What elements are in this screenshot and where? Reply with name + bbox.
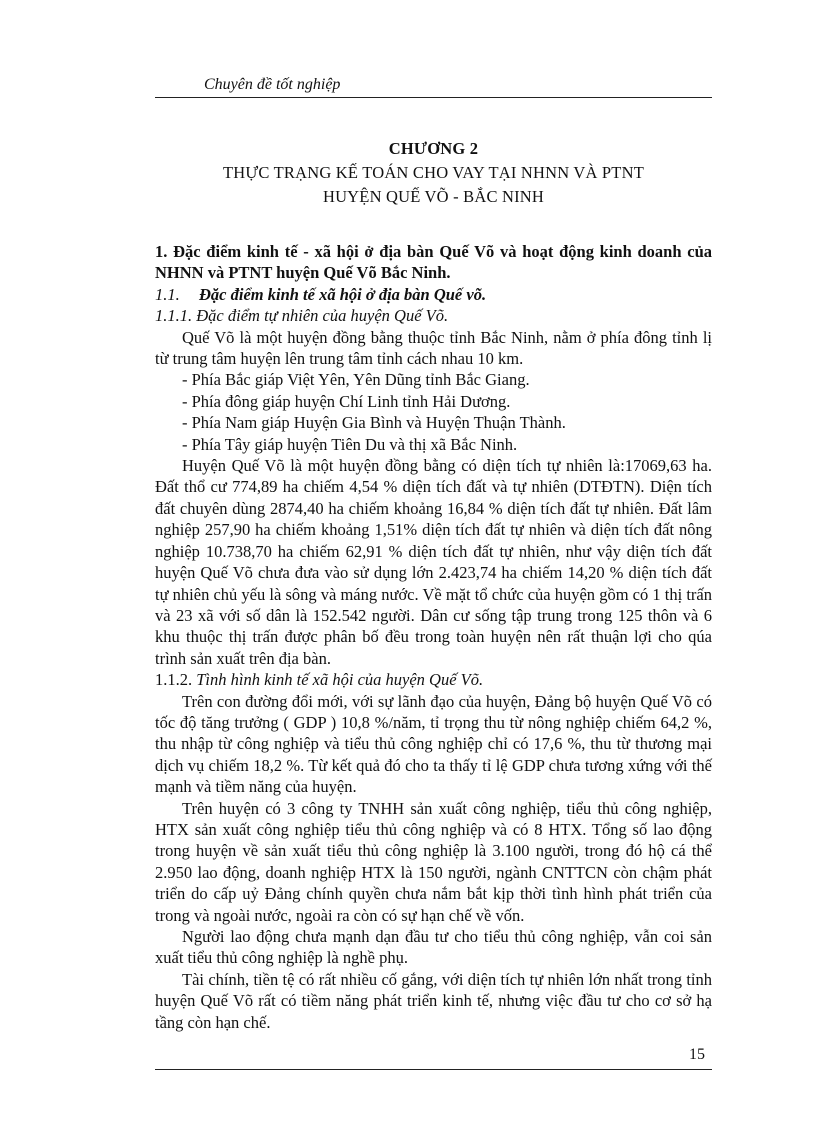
running-header: Chuyên đề tốt nghiệp — [204, 76, 341, 93]
chapter-title-block — [155, 137, 712, 209]
section-1-1-1-heading: 1.1.1. Đặc điểm tự nhiên của huyện Quế Võ. — [155, 306, 449, 326]
paragraph-6: Tài chính, tiền tệ có rất nhiều cố gắng, với diện tích tự nhiên lớn nhất trong tỉnh huyện Quế Võ rất có tiềm năng phát triển kinh tế, nhưng việc đầu tư cho cơ sở hạ tầng còn hạn chế. — [155, 969, 712, 1032]
paragraph-5: Người lao động chưa mạnh dạn đầu tư cho tiểu thủ công nghiệp, vẫn coi sản xuất tiểu thủ công nghiệp là nghề phụ. — [155, 927, 712, 968]
section-1-1-heading — [155, 284, 712, 305]
section-1-heading: 1. Đặc điểm kinh tế - xã hội ở địa bàn Quế Võ và hoạt động kinh doanh của NHNN và PTNT huyện Quế Võ Bắc Ninh. — [155, 242, 712, 283]
header-rule — [155, 97, 712, 98]
section-1-1-title: Đặc điểm kinh tế xã hội ở địa bàn Quế võ. — [199, 284, 487, 304]
body-text — [155, 241, 712, 1033]
footer-rule — [155, 1069, 712, 1070]
chapter-title-line-2: HUYỆN QUẾ VÕ - BẮC NINH — [322, 187, 545, 206]
bullet-item: - Phía đông giáp huyện Chí Linh tỉnh Hải Dương. — [182, 391, 511, 411]
page-number: 15 — [689, 1046, 705, 1063]
paragraph-2: Huyện Quế Võ là một huyện đồng bằng có diện tích tự nhiên là:17069,63 ha. Đất thổ cư 774,89 ha chiếm 4,54 % diện tích đất và tự nhiên (DTĐTN). Diện tích đất chuyên dùng 2874,40 ha chiếm khoảng 16,84 % diện tích đất tự nhiên. Đất lâm nghiệp 257,90 ha chiếm khoảng 1,51% diện tích đất tự nhiên và diện tích đất nông nghiệp 10.738,70 ha chiếm 62,91 % diện tích đất tự nhiên, như vậy diện tích đất huyện Quế Võ chưa đưa vào sử dụng lớn 2.423,74 ha chiếm 14,20 % diện tích đất tự nhiên chủ yếu là sông và máng nước. Về mặt tổ chức của huyện gồm có 1 thị trấn và 23 xã với số dân là 152.542 người. Dân cư sống tập trung trong 125 thôn và 6 khu thuộc thị trấn được phân bố đều trong toàn huyện nên rất thuận lợi cho qúa trình sản xuất trên địa bàn. — [155, 456, 712, 668]
chapter-label: CHƯƠNG 2 — [388, 139, 479, 158]
paragraph-4: Trên huyện có 3 công ty TNHH sản xuất công nghiệp, tiểu thủ công nghiệp, HTX sản xuất công nghiệp tiểu thủ công nghiệp và có 8 HTX. Tổng số lao động trong huyện về sản xuất tiểu thủ công nghiệp là 3.100 người, trong đó hộ cá thể 2.950 lao động, doanh nghiệp HTX là 150 người, ngành CNTTCN còn chậm phát triển do cấp uỷ Đảng chính quyền chưa nắm bắt kịp thời tình hình phát triển của trong và ngoài nước, ngoài ra còn có sự hạn chế về vốn. — [155, 798, 712, 925]
paragraph-3: Trên con đường đổi mới, với sự lãnh đạo của huyện, Đảng bộ huyện Quế Võ có tốc độ tăng trưởng ( GDP ) 10,8 %/năm, tỉ trọng thu từ nông nghiệp chiếm 64,2 %, thu nhập từ công nghiệp và tiểu thủ công nghiệp chỉ có 17,6 %, thu từ thương mại dịch vụ chiếm 18,2 %. Từ kết quả đó cho ta thấy tỉ lệ GDP chưa tương xứng với thế mạnh và tiềm năng của huyện. — [155, 691, 712, 797]
bullet-item: - Phía Bắc giáp Việt Yên, Yên Dũng tỉnh Bắc Giang. — [182, 370, 530, 390]
paragraph-1: Quế Võ là một huyện đồng bằng thuộc tỉnh Bắc Ninh, nằm ở phía đông tỉnh lị từ trung tâm huyện lên trung tâm tỉnh cách nhau 10 km. — [155, 327, 712, 369]
bullet-item: - Phía Tây giáp huyện Tiên Du và thị xã Bắc Ninh. — [182, 434, 518, 454]
section-1-1-2-heading — [155, 669, 712, 690]
section-1-1-2-number: 1.1.2. — [155, 670, 193, 690]
chapter-title-line-1: THỰC TRẠNG KẾ TOÁN CHO VAY TẠI NHNN VÀ PTNT — [223, 163, 644, 182]
bullet-item: - Phía Nam giáp Huyện Gia Bình và Huyện Thuận Thành. — [182, 413, 566, 433]
section-1-1-number: 1.1. — [155, 284, 180, 304]
section-1-1-2-title: Tình hình kinh tế xã hội của huyện Quế Võ. — [192, 670, 484, 690]
